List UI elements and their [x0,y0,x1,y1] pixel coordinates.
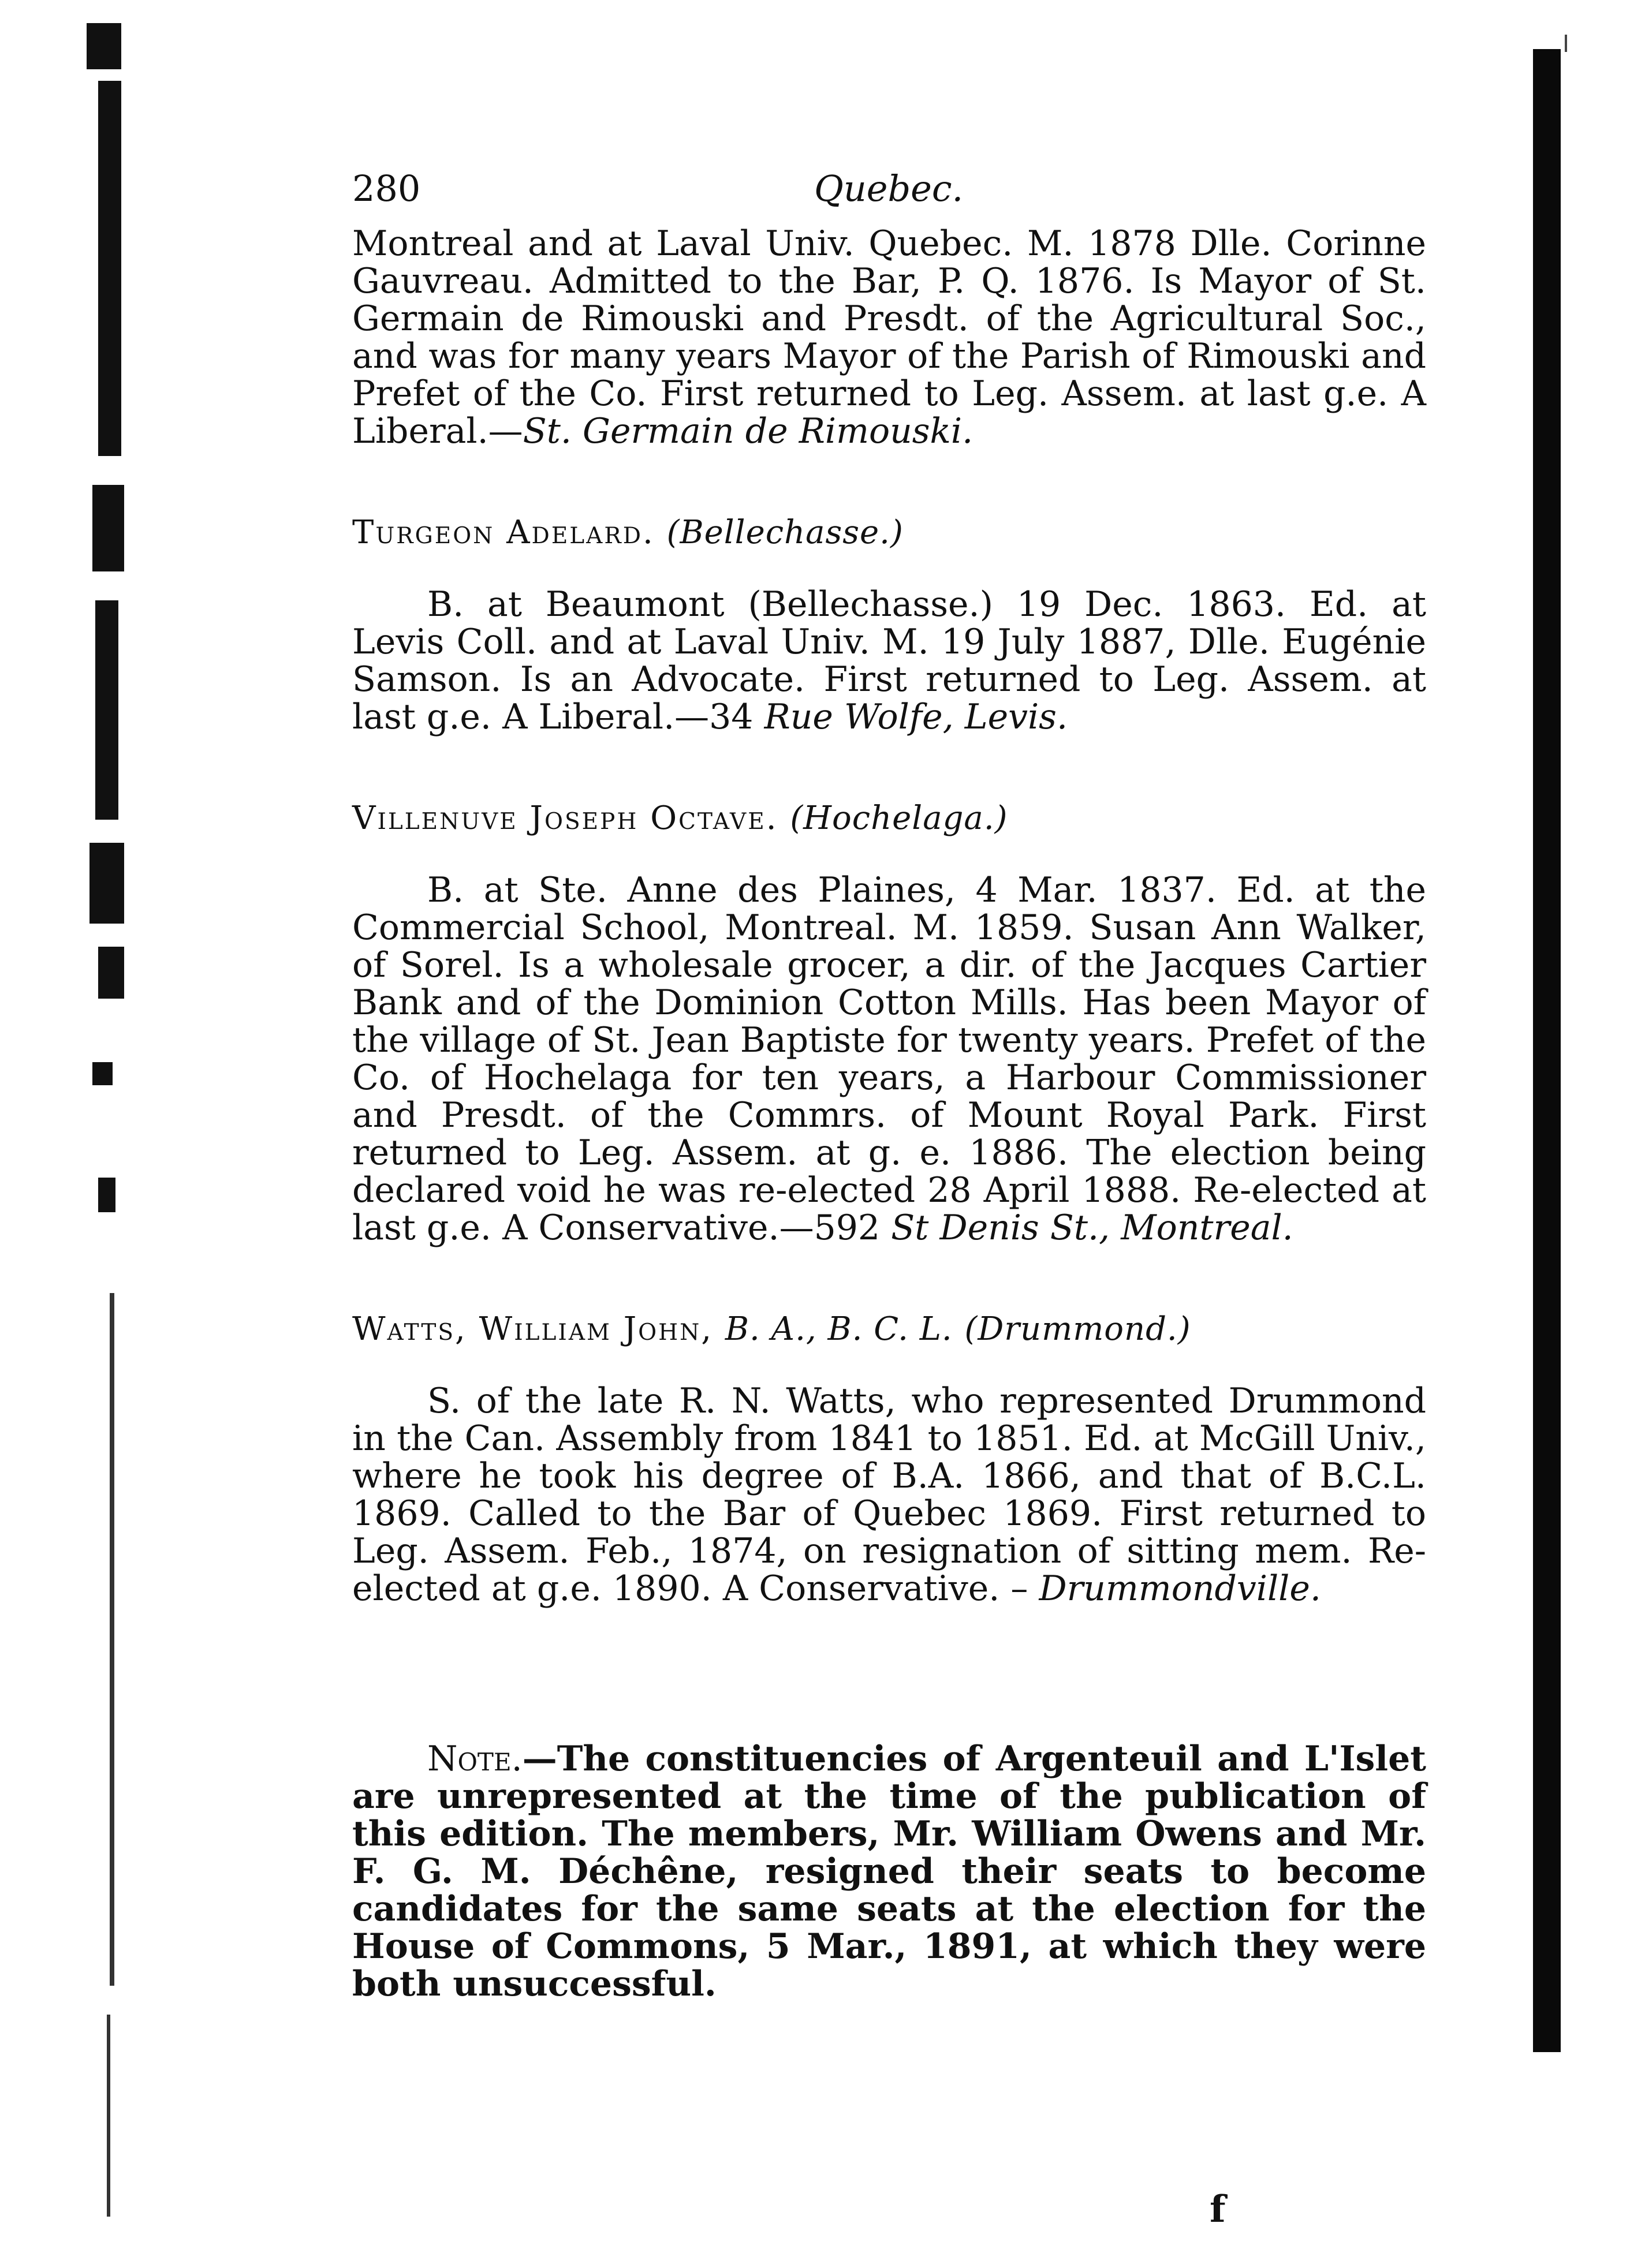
page-number: 280 [352,167,421,210]
entry-name: Watts, William John, [352,1310,714,1348]
entry-heading-turgeon [352,514,1426,551]
entry-name: Villenuve Joseph Octave. [352,799,778,837]
document-page [352,162,1426,2038]
scan-speck [1565,35,1567,52]
entry-degree: B. A., B. C. L. [725,1310,953,1348]
entry-heading-villenuve [352,799,1426,837]
scan-edge-artifact [75,23,139,2240]
continuation-paragraph [352,225,1426,450]
entry-text: B. at Beaumont (Bellechasse.) 19 Dec. 1863. Ed. at Levis Coll. and at Laval Univ. M. 19 July 1887, Dlle. Eugénie Samson. Is an Advocate. First returned to Leg. Assem. at last g.e. A Liberal.—34 [352,584,1426,737]
continuation-text: Montreal and at Laval Univ. Quebec. M. 1878 Dlle. Corinne Gauvreau. Admitted to the Bar, P. Q. 1876. Is Mayor of St. Germain de Rimouski and Presdt. of the Agricultural Soc., and was for many years Mayor of the Parish of Rimouski and Prefet of the Co. First returned to Leg. Assem. at last g.e. A Liberal.— [352,223,1426,451]
entry-address: Rue Wolfe, Levis. [764,697,1068,737]
entry-address: Drummondville. [1039,1568,1321,1609]
entry-text: B. at Ste. Anne des Plaines, 4 Mar. 1837. Ed. at the Commercial School, Montreal. M. 1859. Susan Ann Walker, of Sorel. Is a wholesale grocer, a dir. of the Jacques Cartier Bank and of the Dominion Cotton Mills. Has been Mayor of the village of St. Jean Baptiste for twenty years. Prefet of the Co. of Hochelaga for ten years, a Harbour Commissioner and Presdt. of the Commrs. of Mount Royal Park. First returned to Leg. Assem. at g. e. 1886. The election being declared void he was re-elected 28 April 1888. Re-elected at last g.e. A Conservative.—592 [352,870,1426,1248]
entry-constituency: (Drummond.) [964,1310,1191,1348]
entry-constituency: (Bellechasse.) [666,514,904,551]
entry-name: Turgeon Adelard. [352,514,655,551]
entry-heading-watts [352,1310,1426,1348]
entry-body-turgeon [352,586,1426,736]
entry-address: St Denis St., Montreal. [891,1208,1293,1248]
note-label: Note. [427,1739,523,1779]
note-paragraph [352,1740,1426,2003]
entry-constituency: (Hochelaga.) [790,799,1008,837]
scan-edge-bar [1533,49,1561,2052]
entry-body-villenuve [352,872,1426,1247]
page-header [352,162,1426,225]
note-text: —The constituencies of Argenteuil and L'Islet are unrepresented at the time of the publication of this edition. The members, Mr. William Owens and Mr. F. G. M. Déchêne, resigned their seats to become candidates for the same seats at the election for the House of Commons, 5 Mar., 1891, at which they were both unsuccessful. [352,1739,1426,2004]
bottom-mark: f [1210,2188,1226,2231]
continuation-address: St. Germain de Rimouski. [523,411,973,451]
running-title: Quebec. [814,167,964,210]
entry-body-watts [352,1383,1426,1608]
entry-text: S. of the late R. N. Watts, who represented Drummond in the Can. Assembly from 1841 to 1851. Ed. at McGill Univ., where he took his degree of B.A. 1866, and that of B.C.L. 1869. Called to the Bar of Quebec 1869. First returned to Leg. Assem. Feb., 1874, on resignation of sitting mem. Re-elected at g.e. 1890. A Conservative. – [352,1381,1426,1609]
